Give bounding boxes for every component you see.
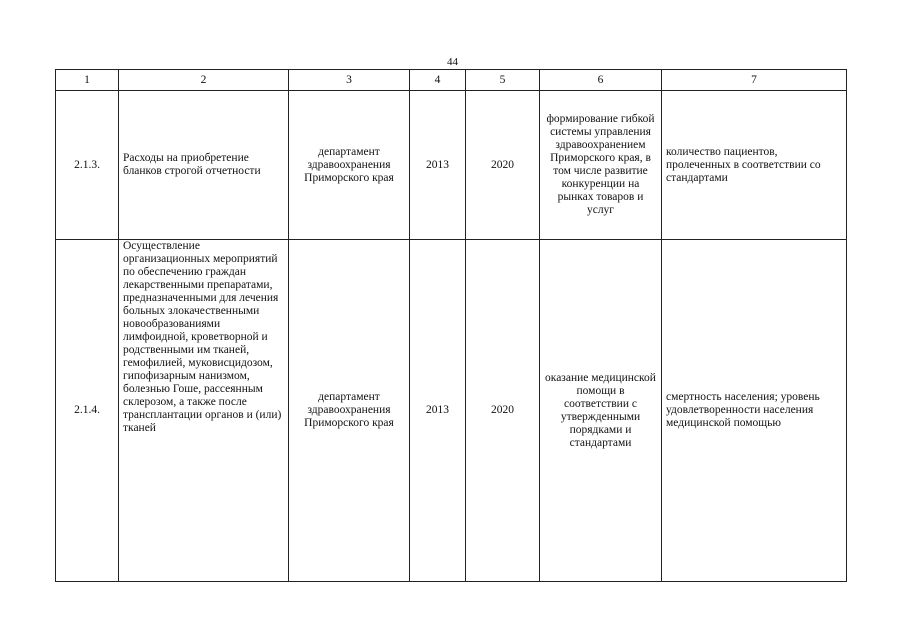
header-cell: 2 — [119, 70, 289, 91]
start-year: 2013 — [410, 91, 466, 240]
row-number: 2.1.3. — [56, 91, 119, 240]
header-cell: 5 — [466, 70, 540, 91]
executor: департамент здравоохранения Приморского края — [289, 240, 410, 582]
end-year: 2020 — [466, 240, 540, 582]
header-row — [56, 70, 847, 91]
measure-name: Осуществление организационных мероприятий по обеспечению граждан лекарственными препаратами, предназначенными для лечения больных злокачественными новообразованиями лимфоидной, кроветворной и родственными им тканей, гемофилией, муковисцидозом, гипофизарным нанизмом, болезнью Гоше, рассеянным склерозом, а также после трансплантации органов и (или) тканей — [119, 240, 289, 582]
program-table — [55, 69, 847, 582]
expected-result: оказание медицинской помощи в соответствии с утвержденными порядками и стандартами — [540, 240, 662, 582]
indicator: смертность населения; уровень удовлетворенности населения медицинской помощью — [662, 240, 847, 582]
header-cell: 1 — [56, 70, 119, 91]
expected-result: формирование гибкой системы управления здравоохранением Приморского края, в том числе развитие конкуренции на рынках товаров и услуг — [540, 91, 662, 240]
table-row — [56, 240, 847, 582]
table-row — [56, 91, 847, 240]
start-year: 2013 — [410, 240, 466, 582]
header-cell: 4 — [410, 70, 466, 91]
header-cell: 7 — [662, 70, 847, 91]
indicator: количество пациентов, пролеченных в соответствии со стандартами — [662, 91, 847, 240]
row-number: 2.1.4. — [56, 240, 119, 582]
header-cell: 6 — [540, 70, 662, 91]
executor: департамент здравоохранения Приморского края — [289, 91, 410, 240]
end-year: 2020 — [466, 91, 540, 240]
measure-name: Расходы на приобретение бланков строгой отчетности — [119, 91, 289, 240]
header-cell: 3 — [289, 70, 410, 91]
page-number: 44 — [447, 56, 458, 68]
